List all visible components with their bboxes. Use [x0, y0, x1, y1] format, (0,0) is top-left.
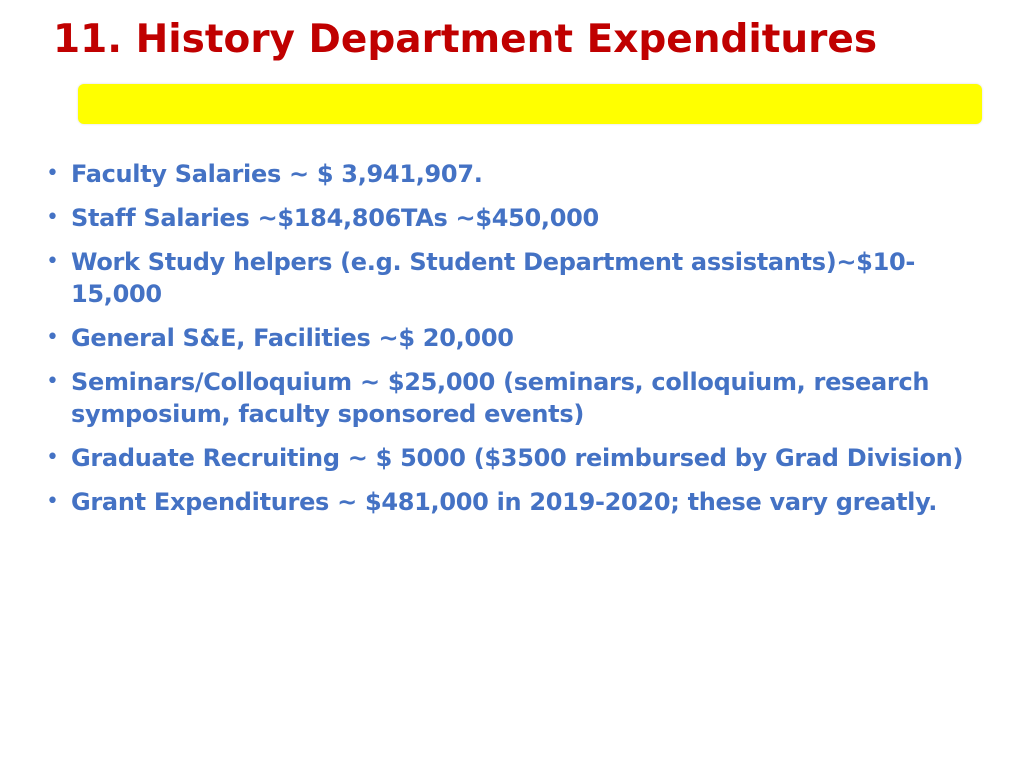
bullet-dot-icon: •	[46, 445, 59, 470]
bullet-text: Seminars/Colloquium ~ $25,000 (seminars, colloquium, research symposium, faculty sponsored events)	[71, 368, 930, 428]
bullet-item-graduate-recruiting	[44, 442, 974, 474]
bullet-text: Grant Expenditures ~ $481,000 in 2019-2020; these vary greatly.	[71, 488, 938, 516]
bullet-item-grant-expenditures	[44, 486, 974, 518]
bullet-dot-icon: •	[46, 249, 59, 274]
bullet-dot-icon: •	[46, 325, 59, 350]
bullet-item-faculty-salaries	[44, 158, 974, 190]
bullet-item-staff-salaries	[44, 202, 974, 234]
bullet-dot-icon: •	[46, 369, 59, 394]
yellow-highlight-bar	[78, 84, 982, 124]
bullet-text: Faculty Salaries ~ $ 3,941,907.	[71, 160, 483, 188]
bullet-dot-icon: •	[46, 205, 59, 230]
bullet-item-seminars	[44, 366, 974, 430]
bullet-dot-icon: •	[46, 161, 59, 186]
bullet-list	[44, 158, 974, 530]
bullet-item-general-se	[44, 322, 974, 354]
bullet-text: Staff Salaries ~$184,806TAs ~$450,000	[71, 204, 599, 232]
bullet-text: Work Study helpers (e.g. Student Department assistants)~$10-15,000	[71, 248, 916, 308]
bullet-text: General S&E, Facilities ~$ 20,000	[71, 324, 514, 352]
bullet-item-work-study	[44, 246, 974, 310]
slide-title: 11. History Department Expenditures	[53, 17, 878, 62]
bullet-dot-icon: •	[46, 489, 59, 514]
bullet-text: Graduate Recruiting ~ $ 5000 ($3500 reimbursed by Grad Division)	[71, 444, 964, 472]
